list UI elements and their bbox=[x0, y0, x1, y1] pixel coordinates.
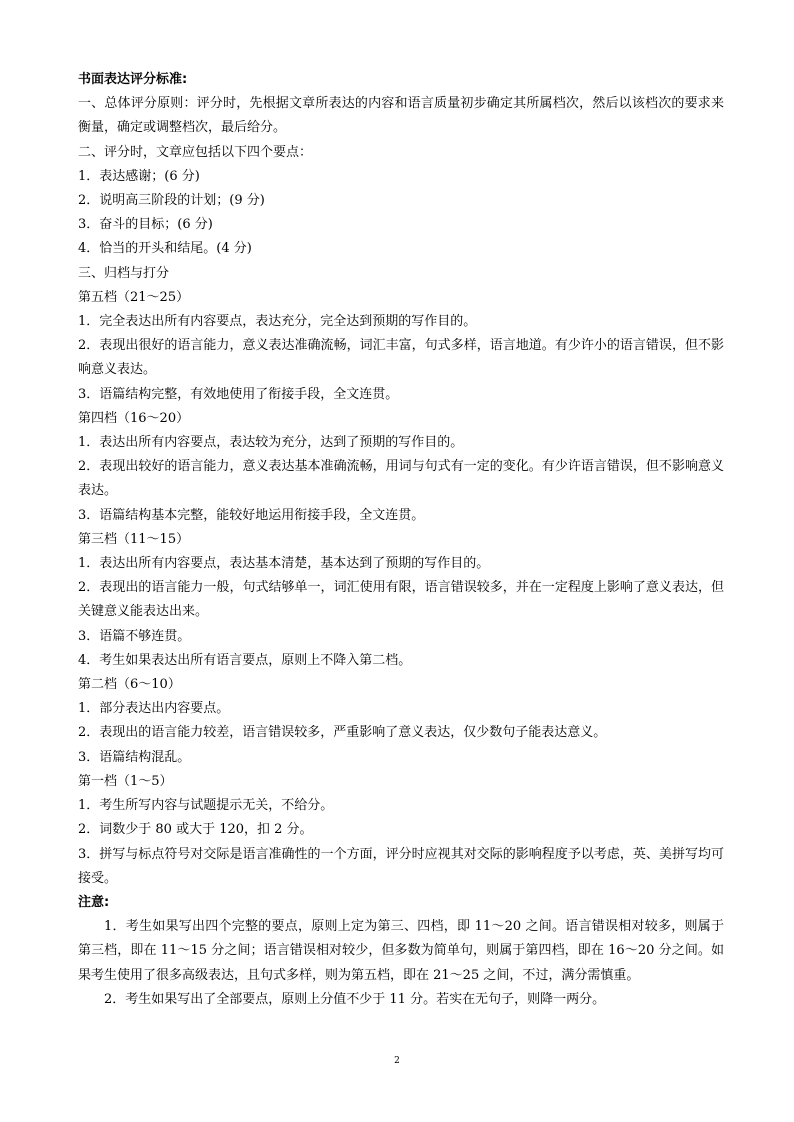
level-4-item-1: 1．表达出所有内容要点，表达较为充分，达到了预期的写作目的。 bbox=[78, 435, 464, 451]
key-point-1: 1．表达感谢；(6 分) bbox=[78, 168, 200, 184]
level-2-heading: 第二档（6～10） bbox=[78, 677, 181, 693]
level-4-item-2: 2．表现出较好的语言能力，意义表达基本准确流畅，用词与句式有一定的变化。有少许语言错误，但不影响意义表达。 bbox=[78, 459, 724, 499]
page-number: 2 bbox=[394, 1056, 400, 1066]
level-3-item-2: 2．表现出的语言能力一般，句式结够单一，词汇使用有限，语言错误较多，并在一定程度上影响了意义表达，但关键意义能表达出来。 bbox=[78, 580, 724, 620]
level-3-item-4: 4．考生如果表达出所有语言要点，原则上不降入第二档。 bbox=[78, 652, 412, 668]
paragraph-principle: 一、总体评分原则：评分时，先根据文章所表达的内容和语言质量初步确定其所属档次，然后以该档次的要求来衡量，确定或调整档次，最后给分。 bbox=[78, 96, 724, 136]
note-1: 1．考生如果写出四个完整的要点，原则上定为第三、四档，即 11～20 之间。语言错误相对较多，则属于第三档，即在 11～15 分之间；语言错误相对较少，但多数为简单句，则属于第四档，即在 16～20 分之间。如果考生使用了很多高级表达，且句式多样，则为第五档，即在 21～25 之间，不过，满分需慎重。 bbox=[78, 919, 724, 983]
level-2-item-1: 1．部分表达出内容要点。 bbox=[78, 701, 230, 717]
level-1-item-2: 2．词数少于 80 或大于 120，扣 2 分。 bbox=[78, 822, 313, 838]
level-5-item-3: 3．语篇结构完整，有效地使用了衔接手段，全文连贯。 bbox=[78, 386, 399, 402]
level-2-item-2: 2．表现出的语言能力较差，语言错误较多，严重影响了意义表达，仅少数句子能表达意义。 bbox=[78, 725, 607, 741]
note-title: 注意: bbox=[78, 894, 110, 910]
level-3-heading: 第三档（11～15） bbox=[78, 531, 190, 547]
paragraph-key-points-heading: 二、评分时，文章应包括以下四个要点： bbox=[78, 144, 313, 160]
grading-heading: 三、归档与打分 bbox=[78, 265, 170, 281]
key-point-2: 2．说明高三阶段的计划；(9 分) bbox=[78, 193, 265, 209]
level-3-item-1: 1．表达出所有内容要点，表达基本清楚，基本达到了预期的写作目的。 bbox=[78, 556, 490, 572]
level-4-heading: 第四档（16～20） bbox=[78, 410, 190, 426]
level-3-item-3: 3．语篇不够连贯。 bbox=[78, 628, 191, 644]
level-4-item-3: 3．语篇结构基本完整，能较好地运用衔接手段，全文连贯。 bbox=[78, 507, 425, 523]
document-body bbox=[78, 68, 724, 1012]
level-1-item-1: 1．考生所写内容与试题提示无关，不给分。 bbox=[78, 798, 334, 814]
level-5-item-1: 1．完全表达出所有内容要点，表达充分，完全达到预期的写作目的。 bbox=[78, 314, 477, 330]
key-point-3: 3．奋斗的目标；(6 分) bbox=[78, 217, 213, 233]
level-1-heading: 第一档（1～5） bbox=[78, 773, 173, 789]
key-point-4: 4．恰当的开头和结尾。(4 分) bbox=[78, 241, 252, 257]
note-2: 2．考生如果写出了全部要点，原则上分值不少于 11 分。若实在无句子，则降一两分。 bbox=[104, 991, 606, 1007]
level-5-item-2: 2．表现出很好的语言能力，意义表达准确流畅，词汇丰富，句式多样，语言地道。有少许小的语言错误，但不影响意义表达。 bbox=[78, 338, 724, 378]
level-1-item-3: 3．拼写与标点符号对交际是语言准确性的一个方面，评分时应视其对交际的影响程度予以考虑，英、美拼写均可接受。 bbox=[78, 846, 724, 886]
level-5-heading: 第五档（21～25） bbox=[78, 289, 190, 305]
level-2-item-3: 3．语篇结构混乱。 bbox=[78, 749, 191, 765]
section-title: 书面表达评分标准: bbox=[78, 72, 188, 87]
